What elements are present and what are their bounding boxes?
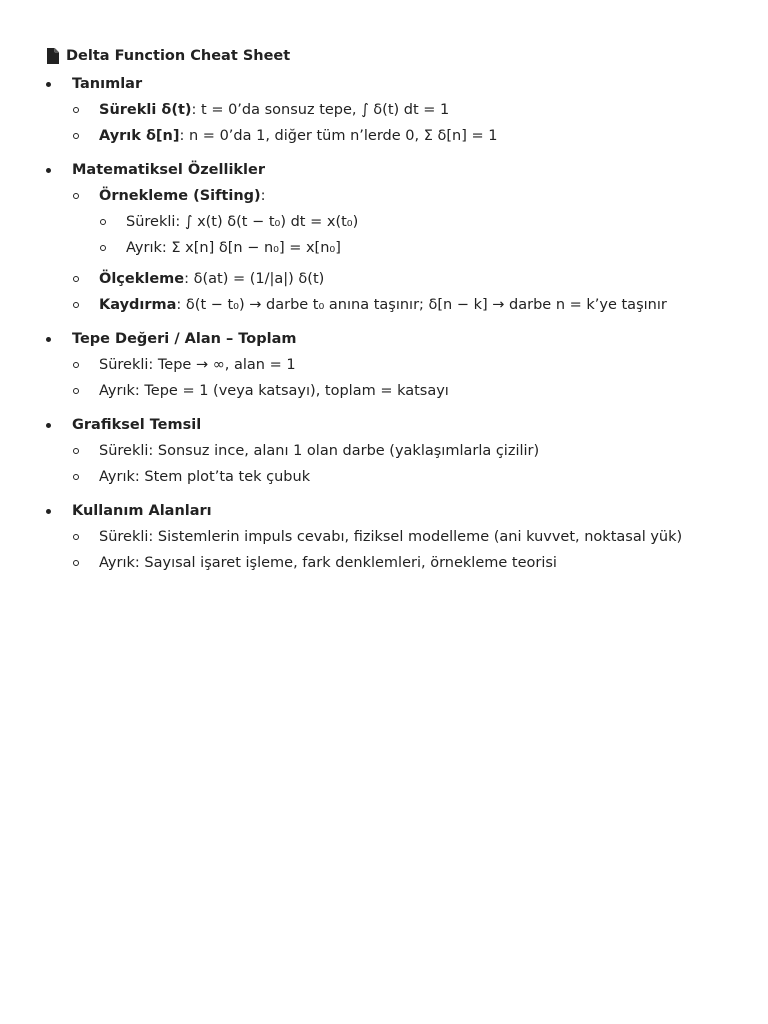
list-item xyxy=(72,97,768,123)
list-item xyxy=(99,209,768,235)
item-text: Ayrık: Tepe = 1 (veya katsayı), toplam = katsayı xyxy=(99,383,449,399)
item-label: Örnekleme (Sifting) xyxy=(99,188,261,204)
list-item xyxy=(99,235,768,261)
item-text: Sürekli: ∫ x(t) δ(t − t₀) dt = x(t₀) xyxy=(126,214,359,230)
list-item xyxy=(72,550,768,576)
properties-list xyxy=(72,183,768,318)
peak-list xyxy=(72,352,768,404)
item-text: Ayrık: Sayısal işaret işleme, fark denklemleri, örnekleme teorisi xyxy=(99,555,557,571)
item-label: Ayrık δ[n] xyxy=(99,128,180,144)
item-text: Ayrık: Stem plot’ta tek çubuk xyxy=(99,469,311,485)
item-text: Sürekli: Tepe → ∞, alan = 1 xyxy=(99,357,296,373)
list-item xyxy=(72,183,768,261)
sifting-sublist xyxy=(99,209,768,261)
section-properties xyxy=(46,157,768,318)
document-icon xyxy=(46,48,60,64)
list-item xyxy=(72,464,768,490)
section-heading: Tepe Değeri / Alan – Toplam xyxy=(72,331,297,347)
section-peak xyxy=(46,326,768,404)
graphical-list xyxy=(72,438,768,490)
item-label: Sürekli δ(t) xyxy=(99,102,192,118)
section-list xyxy=(46,71,768,576)
item-label: Ölçekleme xyxy=(99,271,185,287)
list-item xyxy=(72,292,768,318)
item-text: : xyxy=(260,188,266,204)
page-title: Delta Function Cheat Sheet xyxy=(66,48,291,64)
item-text: Ayrık: Σ x[n] δ[n − n₀] = x[n₀] xyxy=(126,240,341,256)
list-item xyxy=(72,378,768,404)
list-item xyxy=(72,524,768,550)
section-graphical xyxy=(46,412,768,490)
section-heading: Matematiksel Özellikler xyxy=(72,162,266,178)
item-text: : δ(at) = (1/|a|) δ(t) xyxy=(184,271,325,287)
item-text: : δ(t − t₀) → darbe t₀ anına taşınır; δ[n − k] → darbe n = k’ye taşınır xyxy=(176,297,667,313)
item-label: Kaydırma xyxy=(99,297,177,313)
list-item xyxy=(72,352,768,378)
item-text: : n = 0’da 1, diğer tüm n’lerde 0, Σ δ[n] = 1 xyxy=(179,128,498,144)
title-row xyxy=(46,45,768,67)
list-item xyxy=(72,123,768,149)
section-heading: Kullanım Alanları xyxy=(72,503,212,519)
usage-list xyxy=(72,524,768,576)
list-item xyxy=(72,266,768,292)
item-text: : t = 0’da sonsuz tepe, ∫ δ(t) dt = 1 xyxy=(191,102,450,118)
section-definitions xyxy=(46,71,768,149)
item-text: Sürekli: Sonsuz ince, alanı 1 olan darbe (yaklaşımlarla çizilir) xyxy=(99,443,540,459)
list-item xyxy=(72,438,768,464)
item-text: Sürekli: Sistemlerin impuls cevabı, fiziksel modelleme (ani kuvvet, noktasal yük) xyxy=(99,529,683,545)
section-usage xyxy=(46,498,768,576)
section-heading: Tanımlar xyxy=(72,76,143,92)
definitions-list xyxy=(72,97,768,149)
section-heading: Grafiksel Temsil xyxy=(72,417,202,433)
